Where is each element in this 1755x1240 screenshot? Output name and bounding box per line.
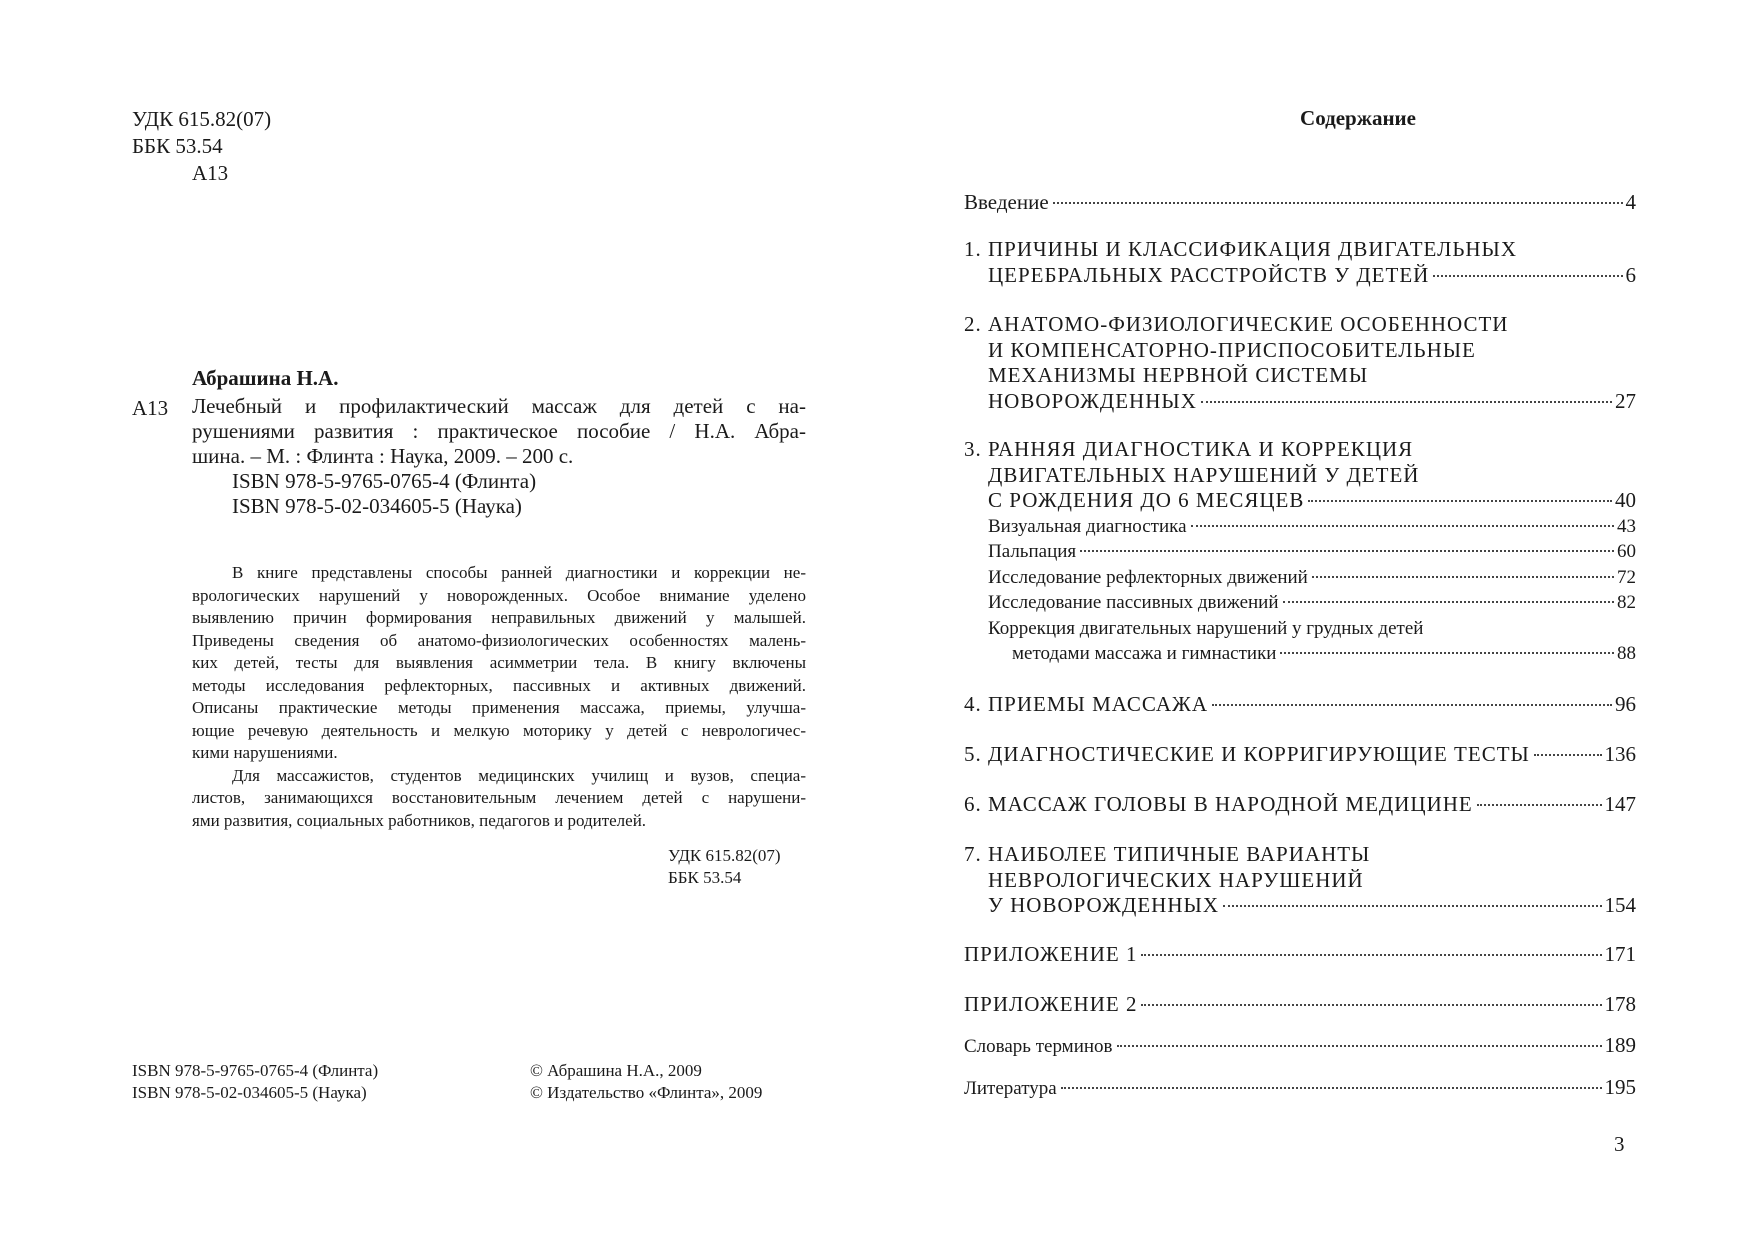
toc-entry-chapter-5[interactable] xyxy=(964,742,1636,768)
annotation-line: В книге представлены способы ранней диагностики и коррекции не- xyxy=(232,563,806,582)
dot-leader xyxy=(1212,704,1612,706)
toc-label: Литература xyxy=(964,1078,1057,1099)
classification-codes-top xyxy=(132,106,271,187)
toc-subentry[interactable] xyxy=(964,514,1636,540)
toc-page: 136 xyxy=(1604,742,1636,766)
toc-entry-chapter-3[interactable] xyxy=(964,437,1636,667)
toc-entry-chapter-6[interactable] xyxy=(964,792,1636,818)
bbk-code: ББК 53.54 xyxy=(132,134,223,158)
copyright-line: © Абрашина Н.А., 2009 xyxy=(530,1061,702,1080)
page-number: 3 xyxy=(1614,1132,1625,1156)
annotation xyxy=(192,562,806,832)
toc-page: 88 xyxy=(1617,643,1636,664)
biblio-line: Лечебный и профилактический массаж для детей с на- xyxy=(192,394,806,418)
toc-entry-chapter-4[interactable] xyxy=(964,692,1636,718)
toc-label: И КОМПЕНСАТОРНО-ПРИСПОСОБИТЕЛЬНЫЕ xyxy=(988,337,1476,362)
toc-entry-literature[interactable] xyxy=(964,1075,1636,1101)
toc-label: Исследование пассивных движений xyxy=(988,592,1279,613)
toc-label: МЕХАНИЗМЫ НЕРВНОЙ СИСТЕМЫ xyxy=(988,363,1369,387)
toc-page: 171 xyxy=(1604,942,1636,966)
toc-label: ЦЕРЕБРАЛЬНЫХ РАССТРОЙСТВ У ДЕТЕЙ xyxy=(988,262,1430,287)
toc-page: 40 xyxy=(1615,488,1636,512)
toc-subentry[interactable] xyxy=(964,590,1636,616)
toc-page: 147 xyxy=(1604,792,1636,816)
toc-page: 189 xyxy=(1604,1033,1636,1057)
imprint-page xyxy=(0,0,877,1240)
toc-label: Введение xyxy=(964,190,1049,214)
annotation-line: Для массажистов, студентов медицинских училищ и вузов, специа- xyxy=(232,765,806,785)
isbn-line: ISBN 978-5-02-034605-5 (Наука) xyxy=(132,1083,367,1102)
toc-label: У НОВОРОЖДЕННЫХ xyxy=(988,893,1219,917)
page-title: Содержание xyxy=(1300,106,1416,130)
toc-label: 2. АНАТОМО-ФИЗИОЛОГИЧЕСКИЕ ОСОБЕННОСТИ xyxy=(964,312,1509,336)
toc-page: 96 xyxy=(1615,692,1636,716)
dot-leader xyxy=(1201,401,1612,403)
copyright-line: © Издательство «Флинта», 2009 xyxy=(530,1083,763,1102)
dot-leader xyxy=(1433,275,1622,277)
toc-label: методами массажа и гимнастики xyxy=(1012,643,1277,664)
dot-leader xyxy=(1534,754,1602,756)
toc-label: ПРИЛОЖЕНИЕ 2 xyxy=(964,992,1138,1016)
toc-label: 3. РАННЯЯ ДИАГНОСТИКА И КОРРЕКЦИЯ xyxy=(964,437,1414,461)
toc-label: НЕВРОЛОГИЧЕСКИХ НАРУШЕНИЙ xyxy=(988,867,1364,892)
toc-label: Визуальная диагностика xyxy=(988,515,1187,537)
annotation-line: Описаны практические методы применения массажа, приемы, улучша- xyxy=(192,698,806,717)
toc-page: 60 xyxy=(1617,541,1636,562)
isbn-line: ISBN 978-5-02-034605-5 (Наука) xyxy=(232,494,522,518)
dot-leader xyxy=(1141,1004,1601,1006)
annotation-line: ями развития, социальных работников, педагогов и родителей. xyxy=(192,810,647,830)
bbk-code: ББК 53.54 xyxy=(668,868,742,887)
toc-label: 5. ДИАГНОСТИЧЕСКИЕ И КОРРИГИРУЮЩИЕ ТЕСТЫ xyxy=(964,742,1530,766)
isbn-block xyxy=(132,1060,378,1104)
classification-codes-bottom xyxy=(668,845,781,889)
toc-label: ПРИЛОЖЕНИЕ 1 xyxy=(964,942,1138,966)
dot-leader xyxy=(1223,905,1602,907)
dot-leader xyxy=(1141,954,1601,956)
dot-leader xyxy=(1117,1045,1602,1047)
isbn-line: ISBN 978-5-9765-0765-4 (Флинта) xyxy=(232,469,537,493)
bibliographic-description xyxy=(192,394,806,519)
toc-label: С РОЖДЕНИЯ ДО 6 МЕСЯЦЕВ xyxy=(988,488,1305,512)
dot-leader xyxy=(1280,652,1614,654)
toc-entry-glossary[interactable] xyxy=(964,1033,1636,1059)
toc-label: Коррекция двигательных нарушений у грудных детей xyxy=(988,617,1424,639)
dot-leader xyxy=(1312,576,1614,578)
toc-label: НОВОРОЖДЕННЫХ xyxy=(988,388,1197,413)
udk-code: УДК 615.82(07) xyxy=(132,107,272,131)
dot-leader xyxy=(1061,1087,1602,1089)
dot-leader xyxy=(1283,601,1614,603)
toc-entry-appendix-1[interactable] xyxy=(964,942,1636,968)
toc-label: Пальпация xyxy=(988,541,1077,562)
annotation-line: врологических нарушений у новорожденных. Особое внимание уделено xyxy=(192,585,806,605)
toc-subentry[interactable] xyxy=(964,565,1636,591)
toc-subentry[interactable] xyxy=(964,616,1636,642)
toc-page: 195 xyxy=(1604,1075,1636,1099)
biblio-line: шина. – М. : Флинта : Наука, 2009. – 200 с. xyxy=(192,444,574,468)
toc-entry-intro[interactable] xyxy=(964,190,1636,216)
dot-leader xyxy=(1191,525,1614,527)
toc-page: 27 xyxy=(1615,388,1636,413)
annotation-line: ющие речевую деятельность и мелкую моторику у детей с неврологичес- xyxy=(192,720,806,740)
annotation-line: выявлению причин формирования неправильных движений у малышей. xyxy=(192,608,806,627)
toc-entry-chapter-7[interactable] xyxy=(964,842,1636,919)
author-name: Абрашина Н.А. xyxy=(192,366,339,390)
toc-page: 154 xyxy=(1604,893,1636,917)
copyright-block xyxy=(530,1060,762,1104)
toc-entry-chapter-1[interactable] xyxy=(964,237,1636,288)
dot-leader xyxy=(1308,500,1612,502)
annotation-line: листов, занимающихся восстановительным лечением детей с нарушени- xyxy=(192,788,806,807)
toc-label: Исследование рефлекторных движений xyxy=(988,566,1308,588)
toc-subentry[interactable] xyxy=(964,539,1636,565)
biblio-line: рушениями развития : практическое пособие / Н.А. Абра- xyxy=(192,419,806,443)
toc-label: 7. НАИБОЛЕЕ ТИПИЧНЫЕ ВАРИАНТЫ xyxy=(964,842,1371,866)
toc-entry-appendix-2[interactable] xyxy=(964,992,1636,1018)
dot-leader xyxy=(1477,804,1602,806)
toc-label: 6. МАССАЖ ГОЛОВЫ В НАРОДНОЙ МЕДИЦИНЕ xyxy=(964,792,1473,816)
annotation-line: методы исследования рефлекторных, пассивных и активных движений. xyxy=(192,675,806,695)
udk-code: УДК 615.82(07) xyxy=(668,846,781,865)
toc-page: 4 xyxy=(1625,190,1636,214)
dot-leader xyxy=(1080,550,1614,552)
toc-entry-chapter-2[interactable] xyxy=(964,312,1636,414)
annotation-line: ких детей, тесты для выявления асимметрии тела. В книгу включены xyxy=(192,653,806,672)
toc-subentry[interactable] xyxy=(964,641,1636,667)
toc-label: 4. ПРИЕМЫ МАССАЖА xyxy=(964,692,1208,716)
toc-page: 72 xyxy=(1617,566,1636,588)
dot-leader xyxy=(1053,202,1623,204)
toc-label: ДВИГАТЕЛЬНЫХ НАРУШЕНИЙ У ДЕТЕЙ xyxy=(988,462,1420,487)
annotation-line: кими нарушениями. xyxy=(192,743,338,762)
isbn-line: ISBN 978-5-9765-0765-4 (Флинта) xyxy=(132,1061,379,1080)
author-sign-margin: А13 xyxy=(132,396,169,420)
toc-page: 178 xyxy=(1604,992,1636,1016)
contents-page xyxy=(877,0,1755,1240)
toc-label: Словарь терминов xyxy=(964,1036,1113,1057)
annotation-line: Приведены сведения об анатомо-физиологических особенностях малень- xyxy=(192,630,806,650)
toc-label: 1. ПРИЧИНЫ И КЛАССИФИКАЦИЯ ДВИГАТЕЛЬНЫХ xyxy=(964,237,1518,261)
toc-page: 43 xyxy=(1617,515,1636,537)
author-sign: А13 xyxy=(192,161,229,185)
toc-page: 6 xyxy=(1625,262,1636,287)
toc-page: 82 xyxy=(1617,592,1636,613)
